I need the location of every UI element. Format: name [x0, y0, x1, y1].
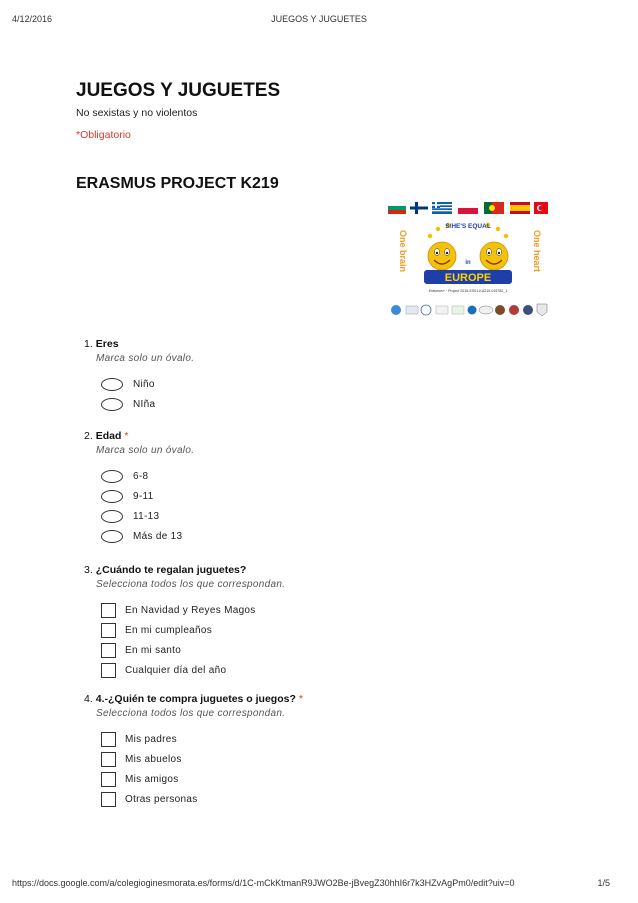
- required-note: *Obligatorio: [76, 129, 131, 141]
- checkbox[interactable]: [101, 732, 116, 747]
- checkbox-option-navidad[interactable]: [101, 600, 544, 620]
- print-footer-url: https://docs.google.com/a/colegioginesmorata.es/forms/d/1C-mCkKtmanR9JWO2Be-jBvegZ30hhI6r7k3HZvAgPm0/edit?uiv=0: [12, 878, 515, 888]
- required-star: *: [124, 430, 129, 442]
- form-description: No sexistas y no violentos: [76, 107, 198, 119]
- banner-left-text: One brain: [398, 230, 408, 273]
- option-label: Niño: [133, 378, 155, 390]
- checkbox[interactable]: [101, 663, 116, 678]
- print-date: 4/12/2016: [12, 14, 53, 24]
- banner-project-text: Erasmus+ · Project 2015-ES01-KA219-015782_1: [428, 289, 508, 293]
- checkbox-option-abuelos[interactable]: [101, 749, 544, 769]
- radio-oval[interactable]: [101, 398, 123, 411]
- required-star: *: [298, 693, 303, 705]
- radio-option-11-13[interactable]: [101, 506, 544, 526]
- checkbox-option-santo[interactable]: [101, 640, 544, 660]
- question-1: [84, 336, 544, 414]
- question-title: 4. 4.-¿Quién te compra juguetes o juegos? *: [84, 693, 303, 705]
- checkbox[interactable]: [101, 643, 116, 658]
- checkbox-option-padres[interactable]: [101, 729, 544, 749]
- option-label: En Navidad y Reyes Magos: [125, 604, 256, 616]
- option-label: Mis abuelos: [125, 753, 182, 765]
- smiley-face-right-icon: [480, 242, 508, 270]
- option-label: NIña: [133, 398, 156, 410]
- checkbox[interactable]: [101, 772, 116, 787]
- radio-oval[interactable]: [101, 530, 123, 543]
- checkbox-option-otras-personas[interactable]: [101, 789, 544, 809]
- radio-option-9-11[interactable]: [101, 486, 544, 506]
- radio-oval[interactable]: [101, 378, 123, 391]
- checkbox[interactable]: [101, 603, 116, 618]
- question-hint: Marca solo un óvalo.: [96, 353, 195, 364]
- checkbox-option-cumpleanos[interactable]: [101, 620, 544, 640]
- radio-oval[interactable]: [101, 470, 123, 483]
- checkbox[interactable]: [101, 752, 116, 767]
- option-label: Más de 13: [133, 530, 183, 542]
- checkbox-option-cualquier-dia[interactable]: [101, 660, 544, 680]
- option-label: Otras personas: [125, 793, 198, 805]
- option-label: En mi santo: [125, 644, 182, 656]
- checkbox-option-amigos[interactable]: [101, 769, 544, 789]
- print-header-title: JUEGOS Y JUGUETES: [271, 14, 367, 24]
- option-label: En mi cumpleaños: [125, 624, 213, 636]
- question-hint: Marca solo un óvalo.: [96, 445, 195, 456]
- checkbox[interactable]: [101, 792, 116, 807]
- banner-in-text: in: [465, 260, 471, 266]
- option-label: Mis amigos: [125, 773, 179, 785]
- question-4: [84, 691, 544, 809]
- banner-right-text: One heart: [532, 230, 542, 273]
- erasmus-banner-image: [386, 198, 550, 322]
- radio-option-nina[interactable]: [101, 394, 544, 414]
- checkbox[interactable]: [101, 623, 116, 638]
- smiley-face-left-icon: [428, 242, 456, 270]
- question-hint: Selecciona todos los que correspondan.: [96, 708, 286, 719]
- question-title: 2. Edad *: [84, 430, 129, 442]
- question-hint: Selecciona todos los que correspondan.: [96, 579, 286, 590]
- option-label: 11-13: [133, 510, 160, 522]
- banner-europe-text: EUROPE: [444, 272, 492, 284]
- flags-row: [388, 202, 548, 214]
- banner-slogan: S/HE'S EQUAL: [445, 223, 491, 230]
- form-title: JUEGOS Y JUGUETES: [76, 80, 281, 101]
- section-title: ERASMUS PROJECT K219: [76, 175, 279, 192]
- radio-option-6-8[interactable]: [101, 466, 544, 486]
- option-label: 9-11: [133, 490, 154, 502]
- radio-option-mas-de-13[interactable]: [101, 526, 544, 546]
- question-3: [84, 562, 544, 680]
- option-label: Mis padres: [125, 733, 177, 745]
- radio-option-nino[interactable]: [101, 374, 544, 394]
- option-label: 6-8: [133, 470, 149, 482]
- print-page-number: 1/5: [597, 878, 610, 888]
- question-title: 1. Eres: [84, 338, 119, 350]
- radio-oval[interactable]: [101, 510, 123, 523]
- question-title: 3. ¿Cuándo te regalan juguetes?: [84, 564, 247, 576]
- radio-oval[interactable]: [101, 490, 123, 503]
- question-2: [84, 428, 544, 546]
- option-label: Cualquier día del año: [125, 664, 227, 676]
